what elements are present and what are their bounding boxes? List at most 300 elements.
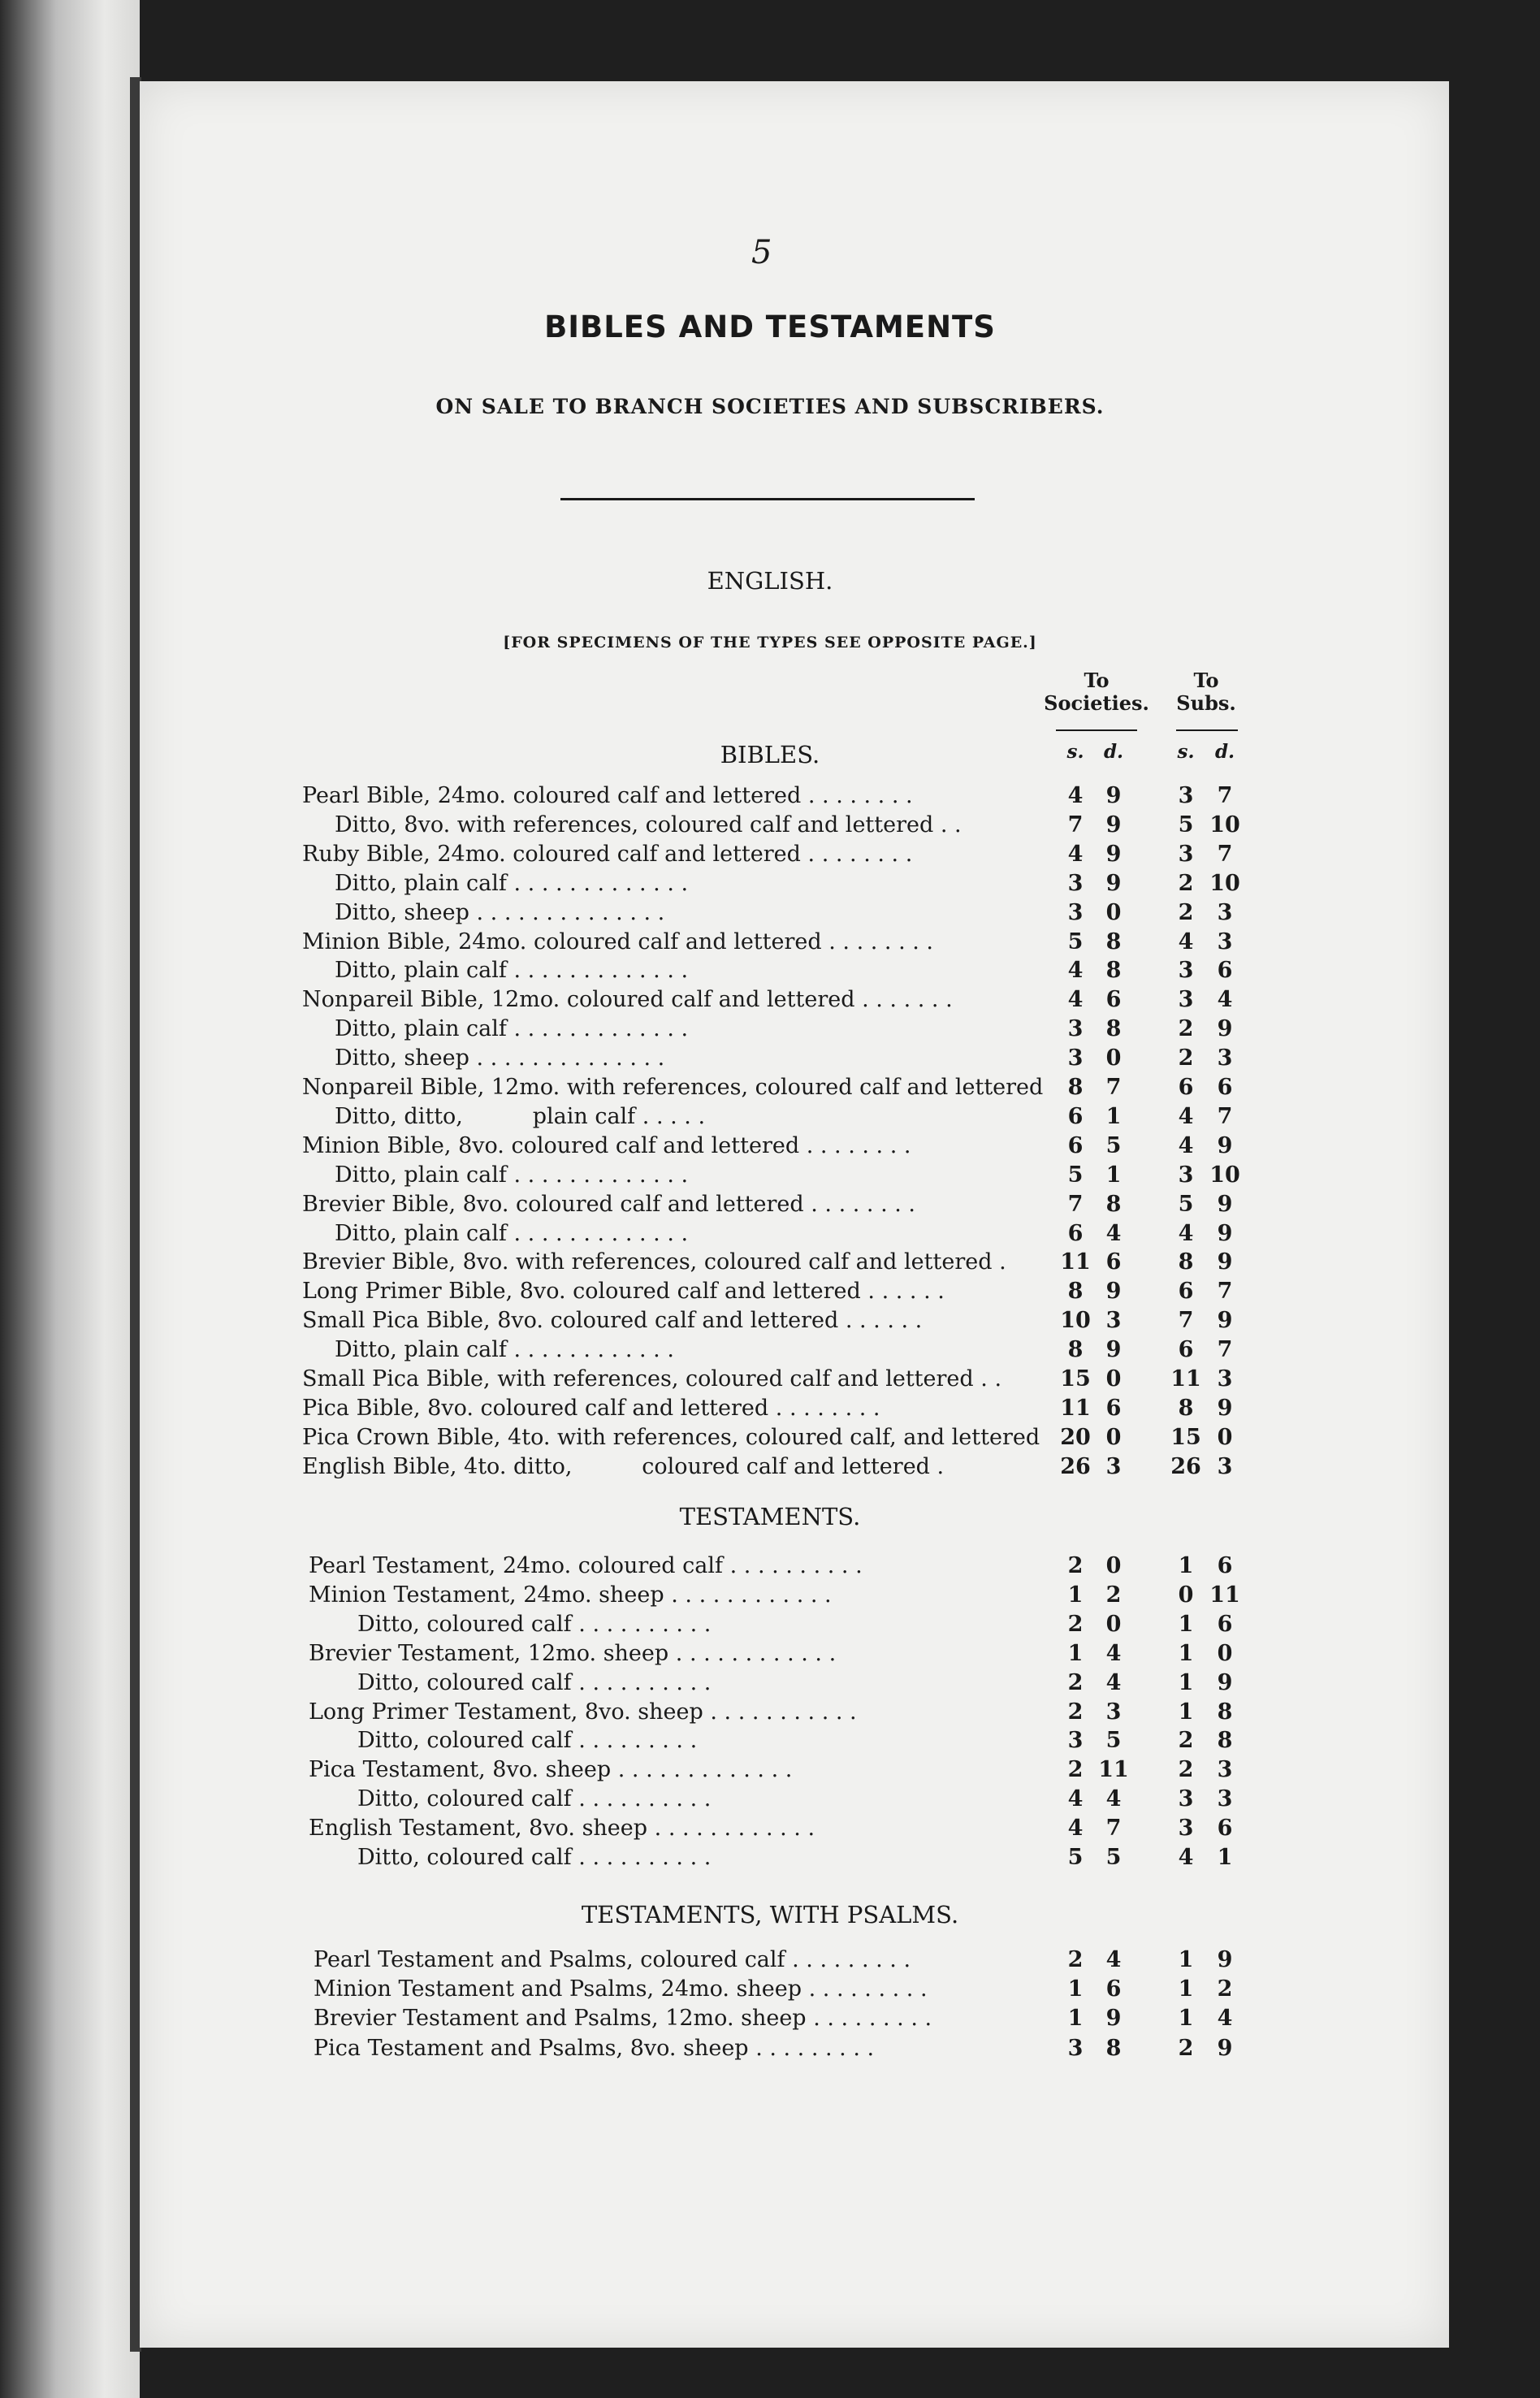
row-item-name: Pearl Testament, 24mo.: [309, 1553, 572, 1578]
price-subs-pence: 9: [1217, 1947, 1233, 1972]
section-heading: TESTAMENTS, WITH PSALMS.: [581, 1901, 959, 1928]
row-item-detail: with references, coloured calf and lettered: [566, 1075, 1044, 1100]
row-item-detail: sheep: [404, 899, 469, 925]
price-subs-pence: 7: [1217, 1279, 1233, 1305]
leader-dots: . . . . . . . . . . . . .: [617, 1757, 793, 1783]
price-societies-pence: 5: [1105, 1132, 1122, 1158]
price-subs-pence: 7: [1217, 1337, 1233, 1363]
table-row: [0, 1581, 1540, 1610]
price-societies-shillings: 4: [1067, 1816, 1084, 1842]
price-societies-shillings: 4: [1067, 841, 1084, 867]
price-societies-shillings: 1: [1067, 1640, 1084, 1666]
price-subs-shillings: 2: [1178, 1728, 1194, 1754]
price-subs-pence: 4: [1217, 2006, 1233, 2032]
row-description: [314, 2004, 932, 2033]
row-item-name: Ditto,: [357, 1845, 420, 1870]
row-item-name: Ditto,: [357, 1611, 420, 1637]
table-row: [0, 1552, 1540, 1581]
price-societies-pence: 0: [1105, 899, 1122, 925]
page-title: BIBLES AND TESTAMENTS: [544, 309, 996, 344]
price-subs-pence: 8: [1217, 1728, 1233, 1754]
price-societies-shillings: 5: [1067, 1845, 1084, 1870]
section-heading: BIBLES.: [720, 741, 820, 768]
price-societies-pence: 0: [1105, 1366, 1122, 1392]
price-subs-shillings: 5: [1178, 1191, 1194, 1217]
table-row: [0, 1698, 1540, 1727]
leader-dots: . . . . . . . . .: [813, 2006, 932, 2032]
leader-dots: . . . . . . . . . . .: [710, 1699, 857, 1725]
row-item-detail: coloured calf and lettered: [573, 1279, 861, 1305]
leader-dots: . . . . . . . . . .: [578, 1845, 712, 1870]
price-subs-pence: 9: [1217, 2035, 1233, 2061]
row-description: [309, 1755, 792, 1785]
table-row: [0, 1365, 1540, 1394]
table-row: [0, 1610, 1540, 1639]
price-societies-shillings: 7: [1067, 812, 1084, 838]
price-societies-pence: 1: [1105, 1162, 1122, 1188]
price-societies-shillings: 4: [1067, 1786, 1084, 1812]
row-item-detail: plain calf: [404, 958, 507, 984]
price-subs-pence: 10: [1209, 870, 1240, 896]
price-societies-shillings: 11: [1060, 1249, 1091, 1275]
price-societies-shillings: 8: [1067, 1075, 1084, 1100]
leader-dots: . . . . . . . . .: [578, 1728, 698, 1754]
row-item-name: Brevier Testament and Psalms,: [314, 2006, 659, 2032]
price-societies-pence: 2: [1105, 1582, 1122, 1608]
table-row: [0, 1843, 1540, 1872]
row-description: [357, 1610, 711, 1639]
row-item-detail: coloured calf: [426, 1728, 572, 1754]
price-subs-shillings: 2: [1178, 1016, 1194, 1042]
leader-dots: .: [999, 1249, 1006, 1275]
price-societies-pence: 3: [1105, 1308, 1122, 1334]
price-subs-shillings: 2: [1178, 1045, 1194, 1071]
row-description: [357, 1669, 711, 1698]
row-description: [335, 811, 962, 840]
row-item-detail: coloured calf: [426, 1611, 572, 1637]
price-subs-pence: 7: [1217, 783, 1233, 808]
row-item-detail: coloured calf and lettered: [550, 1308, 839, 1334]
price-societies-shillings: 20: [1060, 1424, 1091, 1450]
row-item-detail: coloured calf and lettered: [513, 783, 802, 808]
row-description: [357, 1843, 711, 1872]
row-item-name: Brevier Testament, 12mo.: [309, 1640, 597, 1666]
price-societies-shillings: 2: [1067, 1699, 1084, 1725]
row-item-name: Ditto,: [335, 958, 397, 984]
leader-dots: . . . . . . . .: [828, 928, 933, 954]
row-item-detail: plain calf: [404, 1220, 507, 1246]
price-subs-shillings: 6: [1178, 1075, 1194, 1100]
table-row: [0, 1132, 1540, 1161]
price-societies-pence: 7: [1105, 1816, 1122, 1842]
price-subs-pence: 3: [1217, 1453, 1233, 1479]
leader-dots: . . . . . . . . . . . .: [675, 1640, 837, 1666]
column-rule-subs: [1176, 729, 1238, 731]
price-societies-pence: 0: [1105, 1045, 1122, 1071]
price-societies-pence: 8: [1105, 958, 1122, 984]
leader-dots: . . . . . . . . . .: [729, 1553, 863, 1578]
table-row: [0, 2004, 1540, 2033]
leader-dots: . .: [940, 812, 962, 838]
leader-dots: . . . . . . . . . . . . .: [513, 958, 689, 984]
row-item-name: Ditto,: [335, 1337, 397, 1363]
price-subs-pence: 9: [1217, 1395, 1233, 1421]
price-societies-shillings: 1: [1067, 2006, 1084, 2032]
row-description: [309, 1814, 815, 1843]
price-societies-shillings: 26: [1060, 1453, 1091, 1479]
leader-dots: . . . . . . . . .: [792, 1947, 911, 1972]
row-description: [335, 869, 688, 898]
row-item-detail: with references, coloured calf and lettered: [516, 1249, 993, 1275]
leader-dots: . . . . . . . . . .: [578, 1669, 712, 1695]
leader-dots: . . . . . . . . . . . .: [671, 1582, 832, 1608]
leader-dots: . . . . . . . . . . . . .: [513, 1220, 689, 1246]
price-societies-pence: 6: [1105, 1976, 1122, 2002]
price-subs-pence: 9: [1217, 1191, 1233, 1217]
row-item-detail: coloured calf: [426, 1845, 572, 1870]
price-societies-pence: 9: [1105, 1337, 1122, 1363]
page-number: 5: [751, 234, 772, 271]
price-subs-shillings: 1: [1178, 1699, 1194, 1725]
column-head-societies-line1: To: [1084, 669, 1110, 692]
row-item-name: Pica Crown Bible, 4to.: [302, 1424, 551, 1450]
price-subs-shillings: 1: [1178, 1976, 1194, 2002]
price-subs-shillings: 1: [1178, 1640, 1194, 1666]
price-societies-shillings: 1: [1067, 1976, 1084, 2002]
price-societies-pence: 7: [1105, 1075, 1122, 1100]
table-row: [0, 1726, 1540, 1755]
price-subs-shillings: 7: [1178, 1308, 1194, 1334]
price-societies-shillings: 1: [1067, 1582, 1084, 1608]
price-societies-pence: 6: [1105, 1249, 1122, 1275]
row-item-detail: plain calf: [404, 1016, 507, 1042]
leader-dots: . . . . . . . .: [806, 1132, 911, 1158]
price-subs-pence: 3: [1217, 1366, 1233, 1392]
price-subs-pence: 2: [1217, 1976, 1233, 2002]
price-societies-pence: 0: [1105, 1611, 1122, 1637]
price-subs-shillings: 5: [1178, 812, 1194, 838]
price-societies-shillings: 15: [1060, 1366, 1091, 1392]
row-description: [335, 1335, 674, 1365]
price-subs-pence: 3: [1217, 1786, 1233, 1812]
price-societies-shillings: 3: [1067, 1728, 1084, 1754]
price-subs-shillings: 1: [1178, 1611, 1194, 1637]
price-societies-pence: 8: [1105, 1016, 1122, 1042]
price-societies-shillings: 2: [1067, 1757, 1084, 1783]
row-item-detail: 12mo. sheep: [665, 2006, 807, 2032]
table-row: [0, 1452, 1540, 1482]
row-item-detail: coloured calf and lettered: [534, 928, 822, 954]
row-description: [302, 1073, 1050, 1102]
leader-dots: . . . . . .: [845, 1308, 923, 1334]
row-description: [335, 956, 688, 985]
row-item-name: Pica Testament and Psalms,: [314, 2035, 624, 2061]
row-item-detail: coloured calf and lettered: [516, 1191, 804, 1217]
row-item-name: Ditto,: [335, 812, 397, 838]
row-description: [302, 1277, 945, 1306]
table-row: [0, 1814, 1540, 1843]
leader-dots: . . . . . . . . . . . . . .: [476, 1045, 665, 1071]
price-subs-pence: 9: [1217, 1132, 1233, 1158]
price-subs-pence: 4: [1217, 987, 1233, 1013]
row-item-name: Minion Testament, 24mo.: [309, 1582, 592, 1608]
row-item-detail: 8vo. with references, coloured calf and lettered: [404, 812, 934, 838]
page-subtitle: ON SALE TO BRANCH SOCIETIES AND SUBSCRIBERS.: [435, 395, 1105, 418]
table-row: [0, 1073, 1540, 1102]
unit-societies-shillings: s.: [1066, 741, 1084, 763]
price-subs-shillings: 11: [1170, 1366, 1201, 1392]
leader-dots: . . . . .: [642, 1103, 706, 1129]
row-item-detail: sheep: [582, 1816, 648, 1842]
row-description: [302, 1132, 911, 1161]
price-societies-pence: 9: [1105, 870, 1122, 896]
leader-dots: . . . . . . .: [862, 987, 953, 1013]
table-row: [0, 1423, 1540, 1452]
table-row: [0, 1669, 1540, 1698]
price-subs-shillings: 26: [1170, 1453, 1201, 1479]
table-row: [0, 928, 1540, 957]
price-societies-shillings: 4: [1067, 987, 1084, 1013]
column-head-societies: [1044, 669, 1149, 715]
row-item-name: Brevier Bible, 8vo.: [302, 1249, 509, 1275]
price-subs-shillings: 2: [1178, 870, 1194, 896]
price-subs-shillings: 4: [1178, 1845, 1194, 1870]
table-row: [0, 1248, 1540, 1277]
price-societies-pence: 6: [1105, 987, 1122, 1013]
row-item-detail: coloured calf and lettered: [511, 1132, 800, 1158]
price-subs-shillings: 1: [1178, 1553, 1194, 1578]
table-row: [0, 840, 1540, 869]
price-societies-shillings: 8: [1067, 1337, 1084, 1363]
row-description: [335, 1102, 705, 1132]
table-row: [0, 811, 1540, 840]
row-item-detail: with references, coloured calf and lettered: [497, 1366, 974, 1392]
row-description: [309, 1639, 836, 1669]
row-item-name: Minion Bible, 8vo.: [302, 1132, 504, 1158]
row-description: [335, 898, 664, 928]
price-societies-pence: 5: [1105, 1728, 1122, 1754]
leader-dots: . . . . . . . . . . . .: [654, 1816, 815, 1842]
table-row: [0, 956, 1540, 985]
price-societies-shillings: 6: [1067, 1132, 1084, 1158]
row-item-name: Ditto,: [335, 1162, 397, 1188]
leader-dots: . . . . . . . . . .: [578, 1611, 712, 1637]
leader-dots: . . . . . . . .: [811, 1191, 916, 1217]
row-description: [302, 1306, 922, 1335]
price-subs-shillings: 8: [1178, 1249, 1194, 1275]
row-description: [314, 1946, 911, 1975]
row-description: [302, 1394, 880, 1423]
row-item-name: English Testament, 8vo.: [309, 1816, 575, 1842]
price-societies-shillings: 2: [1067, 1669, 1084, 1695]
row-item-name: Pica Testament, 8vo.: [309, 1757, 539, 1783]
price-subs-pence: 0: [1217, 1424, 1233, 1450]
price-subs-pence: 8: [1217, 1699, 1233, 1725]
row-description: [314, 1975, 928, 2004]
row-item-name: Small Pica Bible,: [302, 1366, 491, 1392]
price-subs-shillings: 6: [1178, 1337, 1194, 1363]
row-description: [302, 781, 913, 811]
leader-dots: . . . . . . . . . .: [578, 1786, 712, 1812]
price-subs-pence: 6: [1217, 1075, 1233, 1100]
price-societies-pence: 11: [1098, 1757, 1129, 1783]
price-subs-shillings: 3: [1178, 1162, 1194, 1188]
price-subs-pence: 10: [1209, 1162, 1240, 1188]
row-item-name: Minion Testament and Psalms,: [314, 1976, 655, 2002]
price-subs-pence: 6: [1217, 1816, 1233, 1842]
table-row: [0, 985, 1540, 1015]
price-subs-shillings: 2: [1178, 1757, 1194, 1783]
row-description: [357, 1726, 697, 1755]
price-societies-shillings: 2: [1067, 1947, 1084, 1972]
price-subs-pence: 3: [1217, 899, 1233, 925]
price-societies-shillings: 4: [1067, 783, 1084, 808]
price-societies-pence: 4: [1105, 1947, 1122, 1972]
row-item-detail: ditto, coloured calf and lettered: [513, 1453, 930, 1479]
row-description: [309, 1698, 857, 1727]
price-societies-shillings: 3: [1067, 899, 1084, 925]
leader-dots: . . . . . . . . .: [755, 2035, 875, 2061]
price-societies-pence: 8: [1105, 928, 1122, 954]
row-description: [335, 1219, 688, 1249]
row-item-name: Ditto,: [357, 1728, 420, 1754]
price-societies-pence: 8: [1105, 1191, 1122, 1217]
price-societies-pence: 3: [1105, 1453, 1122, 1479]
row-item-detail: sheep: [404, 1045, 469, 1071]
price-subs-pence: 11: [1209, 1582, 1240, 1608]
row-item-name: Long Primer Bible, 8vo.: [302, 1279, 566, 1305]
table-row: [0, 1946, 1540, 1975]
price-subs-shillings: 4: [1178, 1132, 1194, 1158]
row-item-name: Ditto,: [335, 1045, 397, 1071]
table-row: [0, 1306, 1540, 1335]
price-subs-pence: 6: [1217, 1611, 1233, 1637]
price-subs-pence: 0: [1217, 1640, 1233, 1666]
row-description: [309, 1552, 863, 1581]
price-subs-pence: 6: [1217, 958, 1233, 984]
row-item-name: Ditto,: [357, 1786, 420, 1812]
row-item-detail: sheep: [545, 1757, 612, 1783]
row-item-detail: with references, coloured calf, and lettered: [557, 1424, 1040, 1450]
price-societies-shillings: 6: [1067, 1220, 1084, 1246]
price-subs-shillings: 8: [1178, 1395, 1194, 1421]
leader-dots: . . . . . . . .: [807, 841, 913, 867]
row-item-detail: coloured calf and lettered: [480, 1395, 769, 1421]
row-description: [309, 1581, 832, 1610]
price-societies-pence: 0: [1105, 1424, 1122, 1450]
price-subs-pence: 7: [1217, 1103, 1233, 1129]
price-subs-pence: 9: [1217, 1669, 1233, 1695]
price-societies-pence: 9: [1105, 812, 1122, 838]
price-societies-shillings: 2: [1067, 1553, 1084, 1578]
price-subs-shillings: 0: [1178, 1582, 1194, 1608]
price-societies-shillings: 10: [1060, 1308, 1091, 1334]
row-description: [335, 1015, 688, 1044]
row-description: [302, 928, 933, 957]
price-societies-pence: 4: [1105, 1786, 1122, 1812]
price-subs-shillings: 3: [1178, 1816, 1194, 1842]
row-description: [335, 1161, 688, 1190]
row-item-detail: sheep: [603, 1640, 669, 1666]
row-item-detail: coloured calf and lettered: [513, 841, 801, 867]
row-item-detail: sheep: [599, 1582, 664, 1608]
leader-dots: . . . . . . . . . . . . . .: [476, 899, 665, 925]
price-subs-shillings: 15: [1170, 1424, 1201, 1450]
price-subs-shillings: 2: [1178, 899, 1194, 925]
price-societies-pence: 4: [1105, 1669, 1122, 1695]
row-item-name: Brevier Bible, 8vo.: [302, 1191, 509, 1217]
table-row: [0, 1785, 1540, 1814]
price-subs-shillings: 1: [1178, 1669, 1194, 1695]
price-subs-shillings: 4: [1178, 1220, 1194, 1246]
unit-subs-pence: d.: [1214, 741, 1235, 763]
price-subs-pence: 3: [1217, 928, 1233, 954]
price-societies-shillings: 3: [1067, 1045, 1084, 1071]
leader-dots: . . . . . . . . .: [808, 1976, 928, 2002]
row-description: [314, 2034, 874, 2063]
table-row: [0, 1102, 1540, 1132]
leader-dots: . . . . . . . .: [775, 1395, 880, 1421]
row-item-name: Long Primer Testament, 8vo.: [309, 1699, 631, 1725]
table-row: [0, 869, 1540, 898]
price-societies-pence: 1: [1105, 1103, 1122, 1129]
row-item-name: Ditto,: [335, 1220, 397, 1246]
row-item-name: English Bible, 4to.: [302, 1453, 507, 1479]
row-item-name: Ditto,: [335, 899, 397, 925]
table-row: [0, 1044, 1540, 1073]
leader-dots: . .: [980, 1366, 1002, 1392]
row-item-name: Ruby Bible, 24mo.: [302, 841, 506, 867]
leader-dots: . . . . . . . . . . . .: [513, 1337, 674, 1363]
table-row: [0, 1755, 1540, 1785]
price-societies-shillings: 3: [1067, 2035, 1084, 2061]
row-item-name: Ditto,: [335, 870, 397, 896]
row-description: [302, 985, 953, 1015]
price-subs-shillings: 6: [1178, 1279, 1194, 1305]
row-item-name: Ditto,: [335, 1103, 397, 1129]
price-societies-pence: 4: [1105, 1640, 1122, 1666]
price-societies-pence: 0: [1105, 1553, 1122, 1578]
leader-dots: . . . . . . . . . . . . .: [513, 1162, 689, 1188]
price-societies-shillings: 5: [1067, 1162, 1084, 1188]
price-societies-shillings: 5: [1067, 928, 1084, 954]
price-subs-shillings: 1: [1178, 2006, 1194, 2032]
price-subs-pence: 1: [1217, 1845, 1233, 1870]
row-item-detail: plain calf: [404, 1337, 507, 1363]
price-societies-shillings: 2: [1067, 1611, 1084, 1637]
row-item-name: Pearl Bible, 24mo.: [302, 783, 507, 808]
table-row: [0, 1975, 1540, 2004]
price-subs-shillings: 3: [1178, 958, 1194, 984]
price-subs-shillings: 3: [1178, 1786, 1194, 1812]
price-societies-shillings: 7: [1067, 1191, 1084, 1217]
leader-dots: . . . . . . . . . . . . .: [513, 1016, 689, 1042]
price-societies-pence: 6: [1105, 1395, 1122, 1421]
price-societies-pence: 3: [1105, 1699, 1122, 1725]
row-item-detail: coloured calf: [578, 1553, 724, 1578]
row-description: [302, 1452, 944, 1482]
table-row: [0, 1335, 1540, 1365]
table-row: [0, 1639, 1540, 1669]
price-societies-pence: 9: [1105, 2006, 1122, 2032]
section-english: ENGLISH.: [707, 567, 833, 595]
price-subs-shillings: 2: [1178, 2035, 1194, 2061]
row-description: [302, 1423, 1047, 1452]
price-subs-pence: 9: [1217, 1016, 1233, 1042]
leader-dots: . . . . . . . .: [807, 783, 913, 808]
price-subs-shillings: 3: [1178, 841, 1194, 867]
row-description: [335, 1044, 664, 1073]
